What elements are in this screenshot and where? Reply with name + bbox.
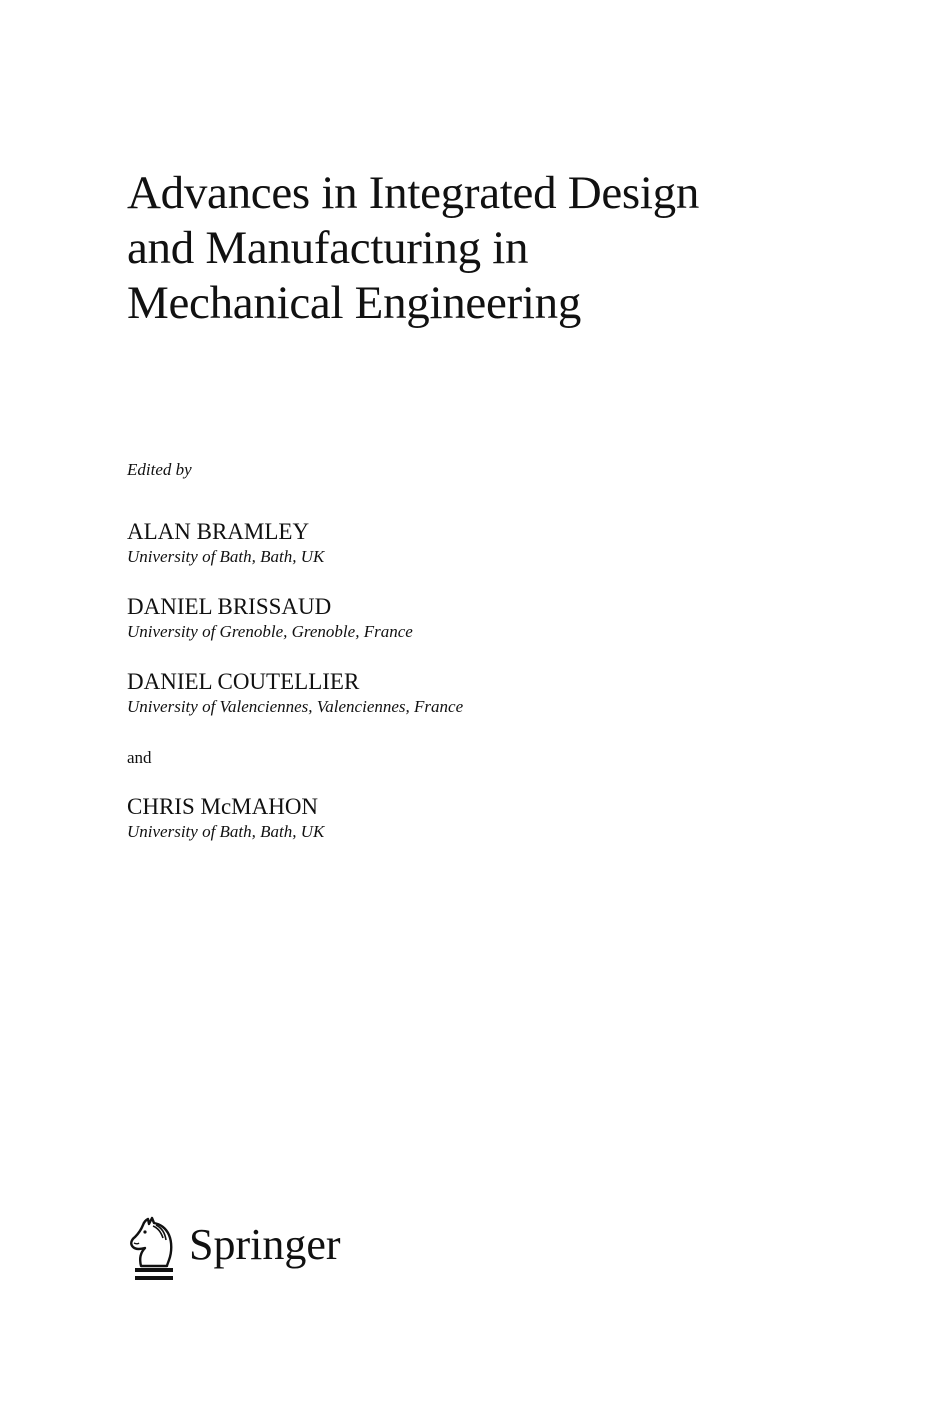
springer-horse-icon	[127, 1216, 179, 1282]
editor-affiliation: University of Bath, Bath, UK	[127, 547, 325, 566]
editor-name: DANIEL COUTELLIER	[127, 669, 360, 694]
editor-affiliation: University of Bath, Bath, UK	[127, 822, 325, 841]
book-title-line-2: and Manufacturing in	[127, 222, 529, 274]
publisher-name: Springer	[189, 1220, 341, 1269]
editor-entry	[127, 518, 324, 568]
editor-entry	[127, 668, 463, 718]
editor-affiliation: University of Grenoble, Grenoble, France	[127, 622, 413, 641]
editor-name: CHRIS McMAHON	[127, 794, 319, 819]
editor-name: DANIEL BRISSAUD	[127, 594, 332, 619]
editor-entry	[127, 793, 324, 843]
edited-by-label: Edited by	[127, 460, 192, 479]
book-title-line-3: Mechanical Engineering	[127, 277, 582, 329]
book-title	[127, 166, 699, 331]
editor-entry	[127, 593, 413, 643]
editor-affiliation: University of Valenciennes, Valenciennes, France	[127, 697, 464, 716]
book-title-line-1: Advances in Integrated Design	[127, 167, 700, 219]
and-conjunction: and	[127, 748, 152, 767]
publisher-logo-block	[127, 1216, 341, 1282]
editor-name: ALAN BRAMLEY	[127, 519, 310, 544]
